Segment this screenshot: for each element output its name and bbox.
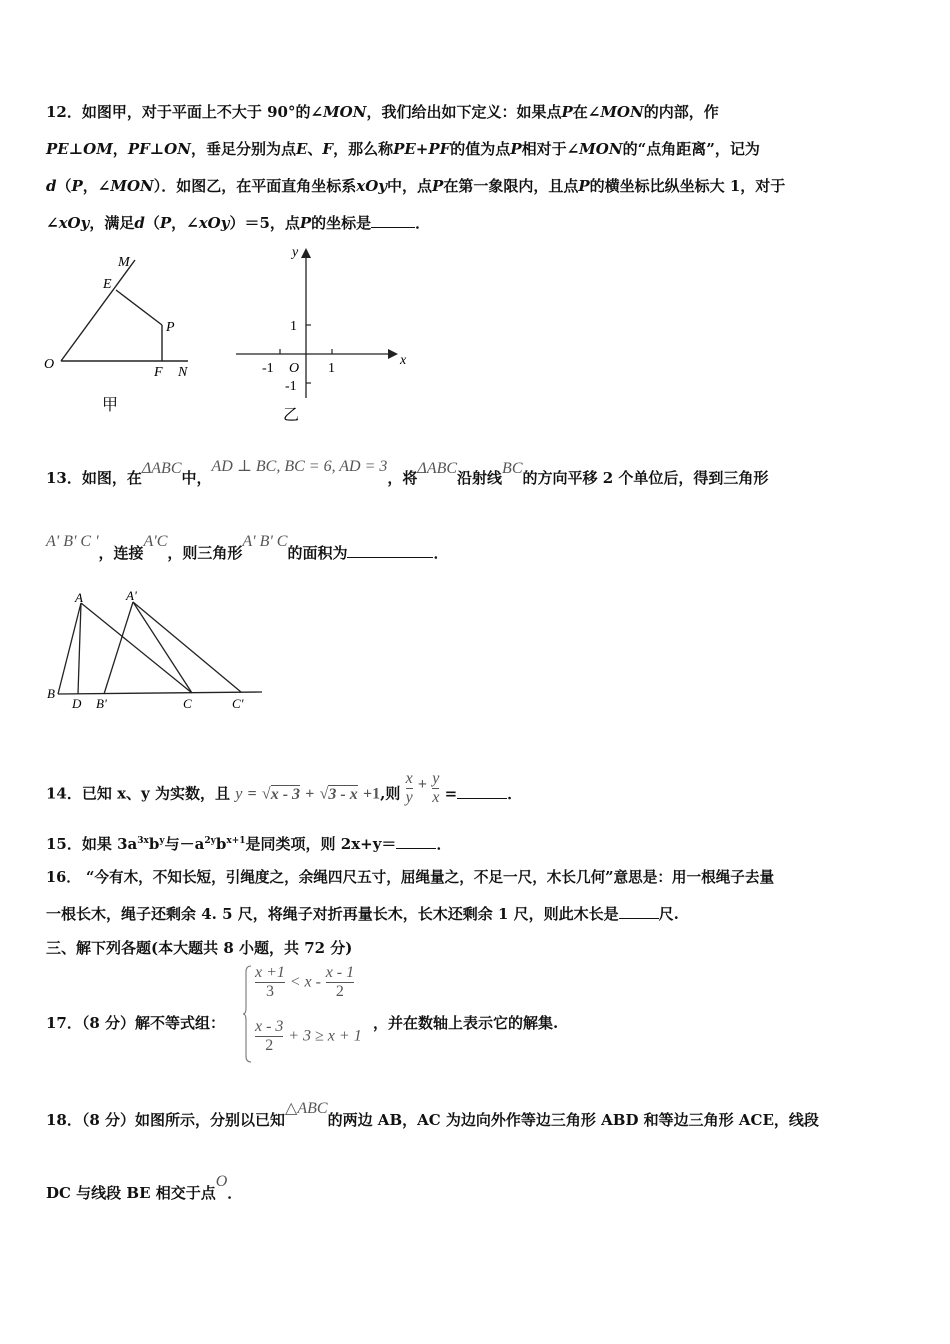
system-brace (243, 964, 253, 1064)
inequality-row-1: $\frac{x +1}{3}$ < x - $\frac{x - 1}{2}$ (255, 964, 355, 1000)
q12-line4: ∠xOy，满足d（P，∠xOy）＝5，点P的坐标是 ． (46, 214, 431, 232)
caption-yi: 乙 (283, 407, 300, 424)
answer-blank-q15 (396, 834, 436, 849)
label-m: M (118, 255, 130, 270)
label-d: D (72, 696, 82, 711)
ray-om (61, 260, 135, 361)
q15-line: 15．如果 $3a^{3x}b^y$与$-a^{2y}b^{x+1}$是同类项，则 2x+y＝ ． (46, 835, 452, 853)
label-one-x: 1 (328, 361, 335, 376)
y-axis-arrow (301, 248, 311, 258)
label-p: P (166, 320, 175, 335)
q12-line2: PE⊥OM，PF⊥ON，垂足分别为点E、F，那么称PE+PF的值为点P相对于∠MON的“点角距离”，记为 (46, 140, 760, 158)
segment-ad (78, 603, 81, 694)
q14-line: 14．已知 x、y 为实数，且 y = √x - 3 + √3 - x +1,则 $\frac{x}{y}$ + $\frac{y}{x}$ = ． (46, 770, 523, 806)
sqrt-term-1: √x - 3 (261, 785, 301, 803)
q12-line3: d（P，∠MON）．如图乙，在平面直角坐标系xOy中，点P在第一象限内，且点P的横坐标比纵坐标大 1，对于 (46, 177, 786, 195)
q18-line2: DC 与线段 BE 相交于点O． (46, 1173, 243, 1202)
label-c-prime: C' (232, 696, 244, 711)
figure-yi (228, 240, 418, 425)
q13-line1: 13．如图，在ΔABC中，AD ⊥ BC, BC = 6, AD = 3，将ΔABC沿射线BC的方向平移 2 个单位后，得到三角形 (46, 458, 769, 487)
label-neg1-x: -1 (262, 361, 274, 376)
label-f: F (154, 365, 163, 380)
q16-line1: 16． “今有木，不知长短，引绳度之，余绳四尺五寸，屈绳量之，不足一尺，木长几何”意思是：用一根绳子去量 (46, 869, 775, 886)
label-o: O (44, 357, 55, 372)
fraction-y-over-x: $\frac{y}{x}$ (432, 770, 440, 806)
label-y: y (292, 245, 299, 260)
q12-line1: 12．如图甲，对于平面上不大于 90°的∠MON，我们给出如下定义：如果点P在∠MON的内部，作 (46, 103, 719, 121)
segment-a1c1 (133, 602, 241, 692)
caption-jia: 甲 (102, 397, 119, 414)
segment-a1c (133, 602, 192, 693)
segment-ab (58, 603, 81, 694)
label-b: B (47, 686, 55, 701)
label-c: C (183, 696, 192, 711)
section-3-title: 三、解下列各题(本大题共 8 小题，共 72 分) (46, 939, 353, 957)
label-origin: O (289, 361, 300, 376)
inequality-row-2: $\frac{x - 3}{2}$ + 3 ≥ x + 1 (255, 1018, 362, 1054)
label-x: x (400, 353, 407, 368)
label-n: N (178, 365, 188, 380)
segment-ac (81, 603, 192, 693)
segment-pe (116, 290, 162, 325)
answer-blank-q12 (371, 213, 415, 228)
q17-prefix: 17．（8 分）解不等式组： (46, 1014, 226, 1032)
sqrt-term-2: √3 - x (319, 785, 358, 803)
answer-blank-q13 (347, 543, 433, 558)
fraction-x-over-y: $\frac{x}{y}$ (405, 770, 413, 806)
figure-jia (40, 248, 210, 418)
label-a-prime: A' (126, 588, 137, 603)
label-e: E (103, 277, 112, 292)
q17-suffix: ，并在数轴上表示它的解集. (373, 1014, 559, 1032)
q13-line2: A' B' C '，连接A'C，则三角形A' B' C的面积为 ． (46, 533, 449, 562)
answer-blank-q16 (619, 904, 659, 919)
answer-blank-q14 (457, 784, 507, 799)
label-neg1-y: -1 (285, 379, 297, 394)
q16-line2: 一根长木，绳子还剩余 4. 5 尺，将绳子对折再量长木，长木还剩余 1 尺，则此木长是 尺. (46, 905, 679, 923)
x-axis-arrow (388, 349, 398, 359)
label-a: A (75, 590, 83, 605)
inequality-system (243, 962, 373, 1066)
figure-q13 (44, 588, 274, 718)
segment-a1b1 (104, 602, 133, 694)
label-b-prime: B' (96, 696, 107, 711)
label-one-y: 1 (290, 319, 297, 334)
base-line (58, 692, 262, 694)
q18-line1: 18．（8 分）如图所示，分别以已知△ABC的两边 AB，AC 为边向外作等边三角形 ABD 和等边三角形 ACE，线段 (46, 1100, 819, 1129)
